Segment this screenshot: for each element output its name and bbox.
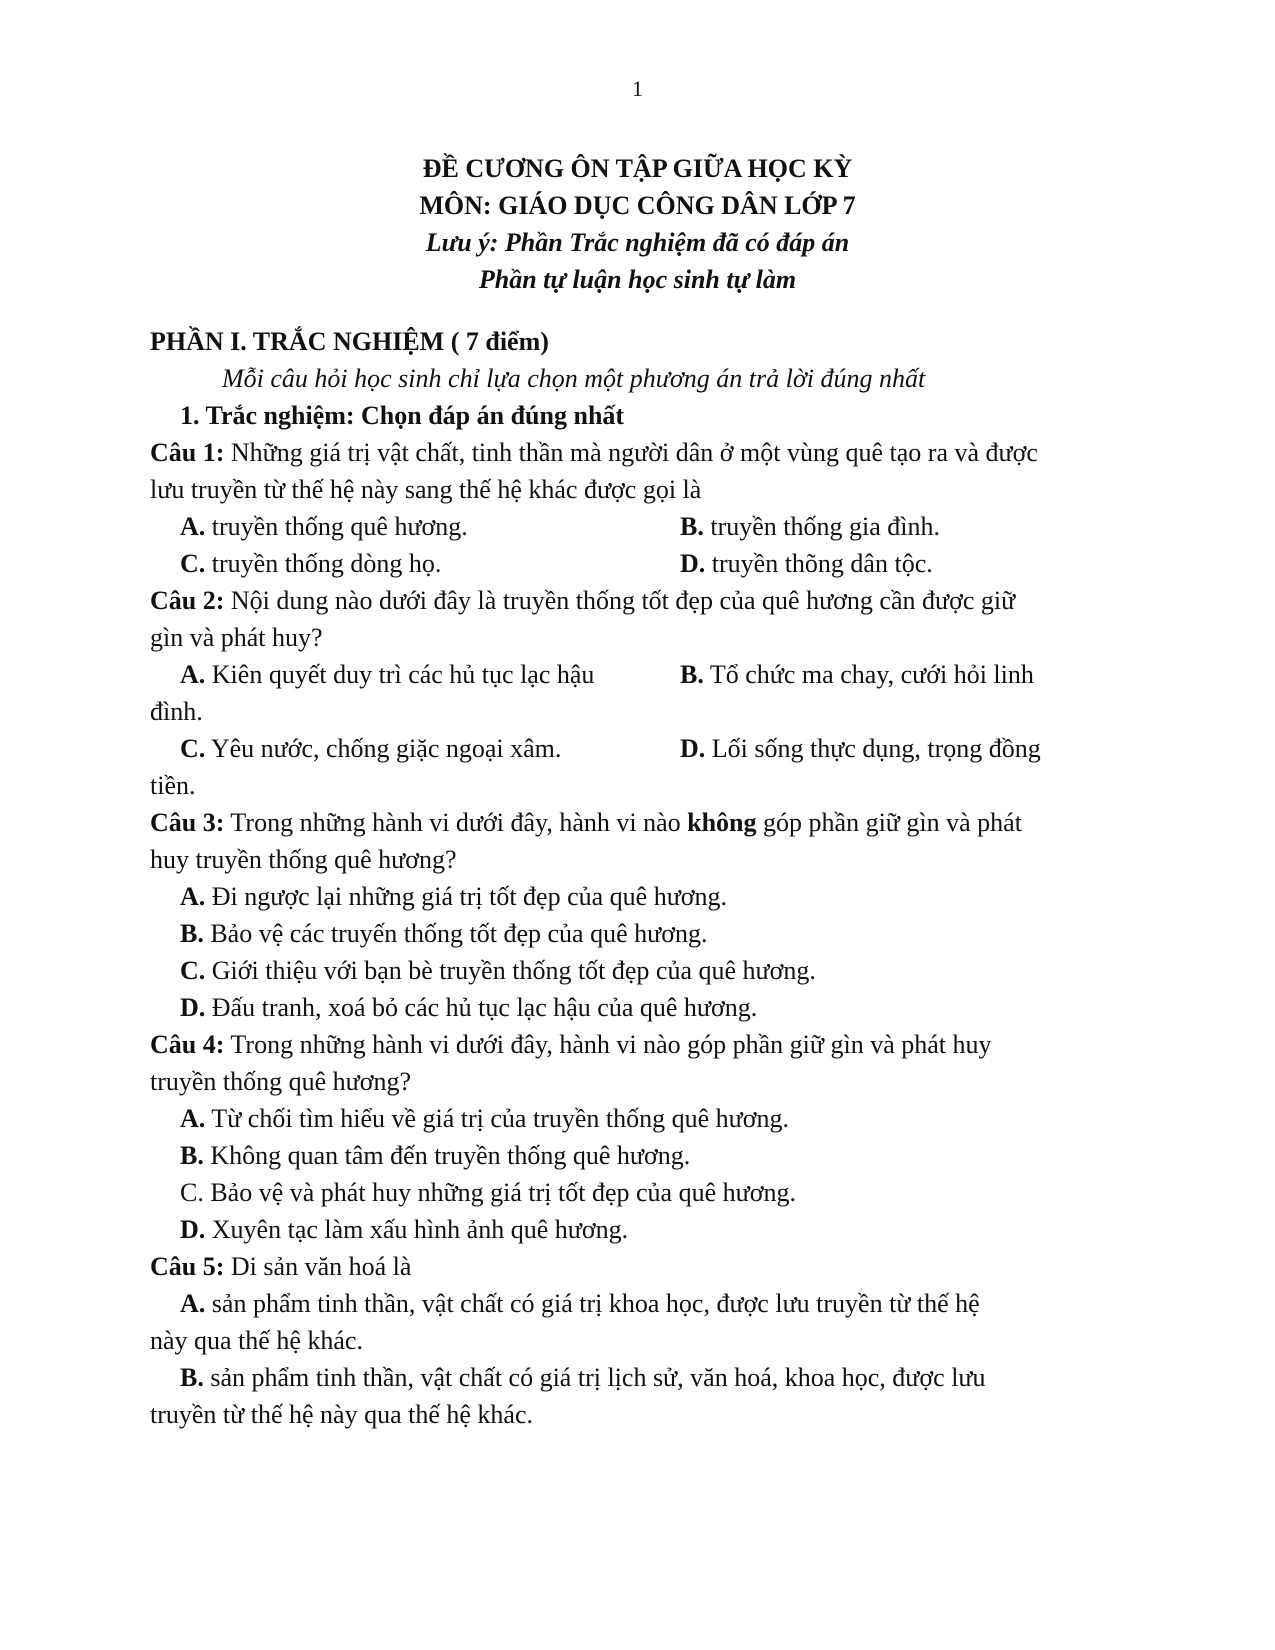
option-d-cont: tiền. [150,771,196,800]
option-letter: A. [180,1289,206,1318]
option-text: truyền thống gia đình. [703,512,940,541]
option-letter: D. [680,549,706,578]
question-text: Nội dung nào dưới đây là truyền thống tốt đẹp của quê hương cần được giữ [224,586,1016,615]
question-emphasis: không [687,808,757,837]
options-row [150,730,1130,767]
document-header [0,150,1275,298]
document-subject: MÔN: GIÁO DỤC CÔNG DÂN LỚP 7 [419,191,856,220]
option-text: Tổ chức ma chay, cưới hỏi linh [703,660,1034,689]
option-b-cont: đình. [150,697,203,726]
option-text: Xuyên tạc làm xấu hình ảnh quê hương. [205,1215,629,1244]
option-d[interactable] [680,730,1130,767]
option-text: Không quan tâm đến truyền thống quê hương. [203,1141,691,1170]
option-b[interactable] [150,1137,1130,1174]
question-stem [150,1248,1130,1285]
options-row [150,508,1130,545]
option-letter: C. [180,549,206,578]
question-text-cont: huy truyền thống quê hương? [150,845,457,874]
option-b-cont: truyền từ thế hệ này qua thế hệ khác. [150,1400,534,1429]
option-a[interactable] [150,508,680,545]
question-text: Những giá trị vật chất, tinh thần mà người dân ở một vùng quê tạo ra và được [224,438,1038,467]
question-text: Trong những hành vi dưới đây, hành vi nào [224,808,688,837]
option-c[interactable] [150,1174,1130,1211]
option-text: Đi ngược lại những giá trị tốt đẹp của quê hương. [205,882,728,911]
question-text: Di sản văn hoá là [224,1252,412,1281]
option-text: truyền thống dòng họ. [205,549,442,578]
options-row [150,656,1130,693]
options-row [150,545,1130,582]
section-instruction: Mỗi câu hỏi học sinh chỉ lựa chọn một phương án trả lời đúng nhất [222,364,926,393]
question-stem [150,804,1130,841]
question-text: Trong những hành vi dưới đây, hành vi nào góp phần giữ gìn và phát huy [224,1030,992,1059]
option-a-cont: này qua thế hệ khác. [150,1326,363,1355]
option-c[interactable] [150,730,680,767]
question-text-cont: gìn và phát huy? [150,623,323,652]
question-text-cont: lưu truyền từ thế hệ này sang thế hệ khác được gọi là [150,475,702,504]
question-label: Câu 3: [150,808,225,837]
option-text: Bảo vệ các truyến thống tốt đẹp của quê hương. [203,919,708,948]
question-stem [150,434,1130,471]
option-letter: A. [180,1104,206,1133]
option-letter: A. [180,882,206,911]
option-d[interactable] [150,1211,1130,1248]
question-label: Câu 5: [150,1252,225,1281]
option-text: sản phẩm tinh thần, vật chất có giá trị khoa học, được lưu truyền từ thế hệ [205,1289,980,1318]
option-b[interactable] [680,656,1130,693]
option-letter: C. [180,956,206,985]
option-text: Từ chối tìm hiểu về giá trị của truyền thống quê hương. [205,1104,789,1133]
option-d[interactable] [680,545,1130,582]
option-text: Kiên quyết duy trì các hủ tục lạc hậu [205,660,595,689]
option-letter: B. [180,1141,204,1170]
option-letter: D. [180,993,206,1022]
option-text: Đấu tranh, xoá bỏ các hủ tục lạc hậu của quê hương. [205,993,758,1022]
option-letter: B. [180,1363,204,1392]
option-letter: B. [680,660,704,689]
option-text: truyền thống quê hương. [205,512,468,541]
note-line-2: Phần tự luận học sinh tự làm [478,265,797,294]
option-letter: D. [180,1215,206,1244]
option-letter: C. [180,734,206,763]
note-line-1: Lưu ý: Phần Trắc nghiệm đã có đáp án [425,228,850,257]
option-b[interactable] [680,508,1130,545]
option-a[interactable] [150,1100,1130,1137]
page-number: 1 [632,76,643,101]
option-text: Giới thiệu với bạn bè truyền thống tốt đẹp của quê hương. [205,956,816,985]
option-d[interactable] [150,989,1130,1026]
option-c[interactable] [150,545,680,582]
section-title: PHẦN I. TRẮC NGHIỆM ( 7 điểm) [150,327,549,356]
option-a[interactable] [150,1285,1130,1322]
document-body [150,323,1130,1433]
option-text: truyền thõng dân tộc. [705,549,933,578]
question-label: Câu 2: [150,586,225,615]
option-letter: A. [180,512,206,541]
option-text: Yêu nước, chống giặc ngoại xâm. [205,734,562,763]
question-label: Câu 1: [150,438,225,467]
question-3 [150,804,1130,1026]
question-stem [150,1026,1130,1063]
option-text: C. Bảo vệ và phát huy những giá trị tốt đẹp của quê hương. [180,1178,796,1207]
subsection-title: 1. Trắc nghiệm: Chọn đáp án đúng nhất [180,401,625,430]
option-c[interactable] [150,952,1130,989]
option-letter: D. [680,734,706,763]
option-letter: A. [180,660,206,689]
option-text: Lối sống thực dụng, trọng đồng [705,734,1041,763]
option-letter: B. [680,512,704,541]
question-4 [150,1026,1130,1248]
option-a[interactable] [150,878,1130,915]
option-b[interactable] [150,1359,1130,1396]
option-a[interactable] [150,656,680,693]
question-text-cont: truyền thống quê hương? [150,1067,412,1096]
question-label: Câu 4: [150,1030,225,1059]
option-letter: B. [180,919,204,948]
document-title: ĐỀ CƯƠNG ÔN TẬP GIỮA HỌC KỲ [422,154,853,183]
question-stem [150,582,1130,619]
option-text: sản phẩm tinh thần, vật chất có giá trị lịch sử, văn hoá, khoa học, được lưu [203,1363,986,1392]
question-2 [150,582,1130,804]
question-text-end: góp phần giữ gìn và phát [756,808,1022,837]
question-5 [150,1248,1130,1433]
question-1 [150,434,1130,582]
option-b[interactable] [150,915,1130,952]
